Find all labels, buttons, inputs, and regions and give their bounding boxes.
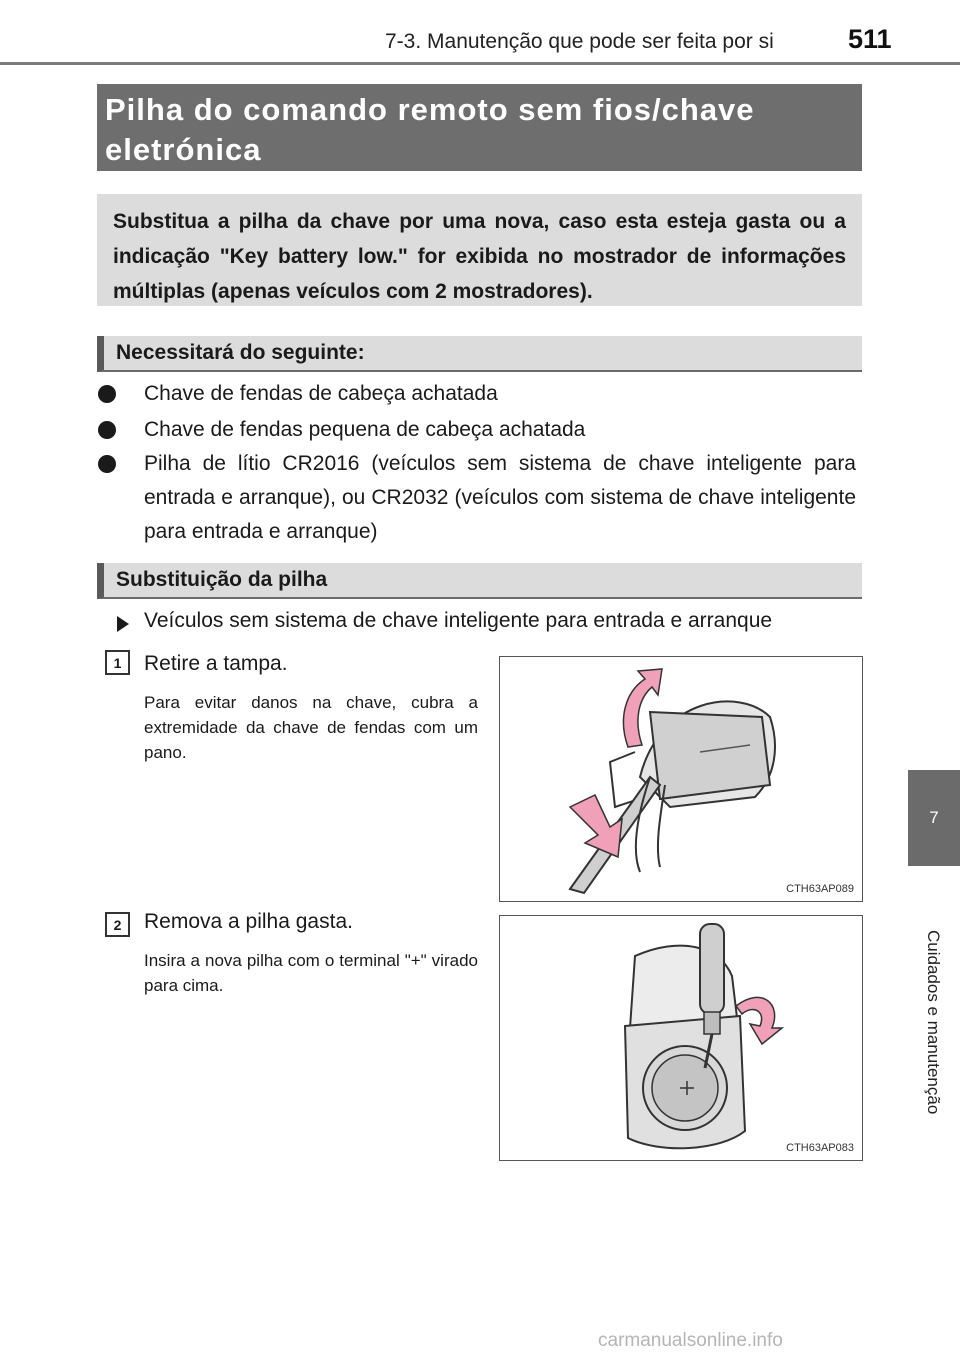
bullet-icon	[98, 455, 116, 473]
chapter-tab: 7	[908, 770, 960, 866]
battery-illustration	[500, 916, 863, 1161]
page-title-line1: Pilha do comando remoto sem fios/chave	[105, 92, 755, 127]
figure-code: CTH63AP089	[786, 883, 854, 895]
step-title-1: Retire a tampa.	[144, 652, 288, 675]
bullet-icon	[98, 421, 116, 439]
step-note-2: Insira a nova pilha com o terminal "+" virado para cima.	[144, 951, 478, 995]
page-title-line2: eletrónica	[105, 132, 262, 167]
step-note-1: Para evitar danos na chave, cubra a extremidade da chave de fendas com um pano.	[144, 693, 478, 762]
figure-code: CTH63AP083	[786, 1142, 854, 1154]
running-header-section: 7-3. Manutenção que pode ser feita por si	[385, 30, 774, 53]
list-item: Chave de fendas de cabeça achatada	[144, 382, 498, 405]
chapter-label: Cuidados e manutenção	[924, 930, 943, 1115]
step-title-2: Remova a pilha gasta.	[144, 910, 353, 933]
variant-label: Veículos sem sistema de chave inteligente para entrada e arranque	[144, 609, 773, 632]
figure-remove-cover	[499, 656, 863, 902]
step-number-2: 2	[105, 912, 130, 937]
list-item: Pilha de lítio CR2016 (veículos sem sistema de chave inteligente para entrada e arranque), ou CR2032 (veículos com sistema de chave inteligente para entrada e arranque)	[144, 452, 856, 543]
step-number-1: 1	[105, 650, 130, 675]
needs-heading: Necessitará do seguinte:	[97, 336, 862, 372]
page-number: 511	[848, 24, 892, 54]
figure-remove-battery	[499, 915, 863, 1161]
page-title	[97, 84, 862, 171]
list-item: Chave de fendas pequena de cabeça achatada	[144, 418, 586, 441]
triangle-right-icon	[117, 616, 129, 632]
header-rule	[0, 62, 960, 65]
bullet-icon	[98, 385, 116, 403]
key-cover-illustration	[500, 657, 863, 902]
watermark: carmanualsonline.info	[598, 1330, 783, 1351]
intro-text: Substitua a pilha da chave por uma nova, caso esta esteja gasta ou a indicação "Key battery low." for exibida no mostrador de informações múltiplas (apenas veículos com 2 mostradores).	[97, 194, 862, 306]
replace-heading: Substituição da pilha	[97, 563, 862, 599]
